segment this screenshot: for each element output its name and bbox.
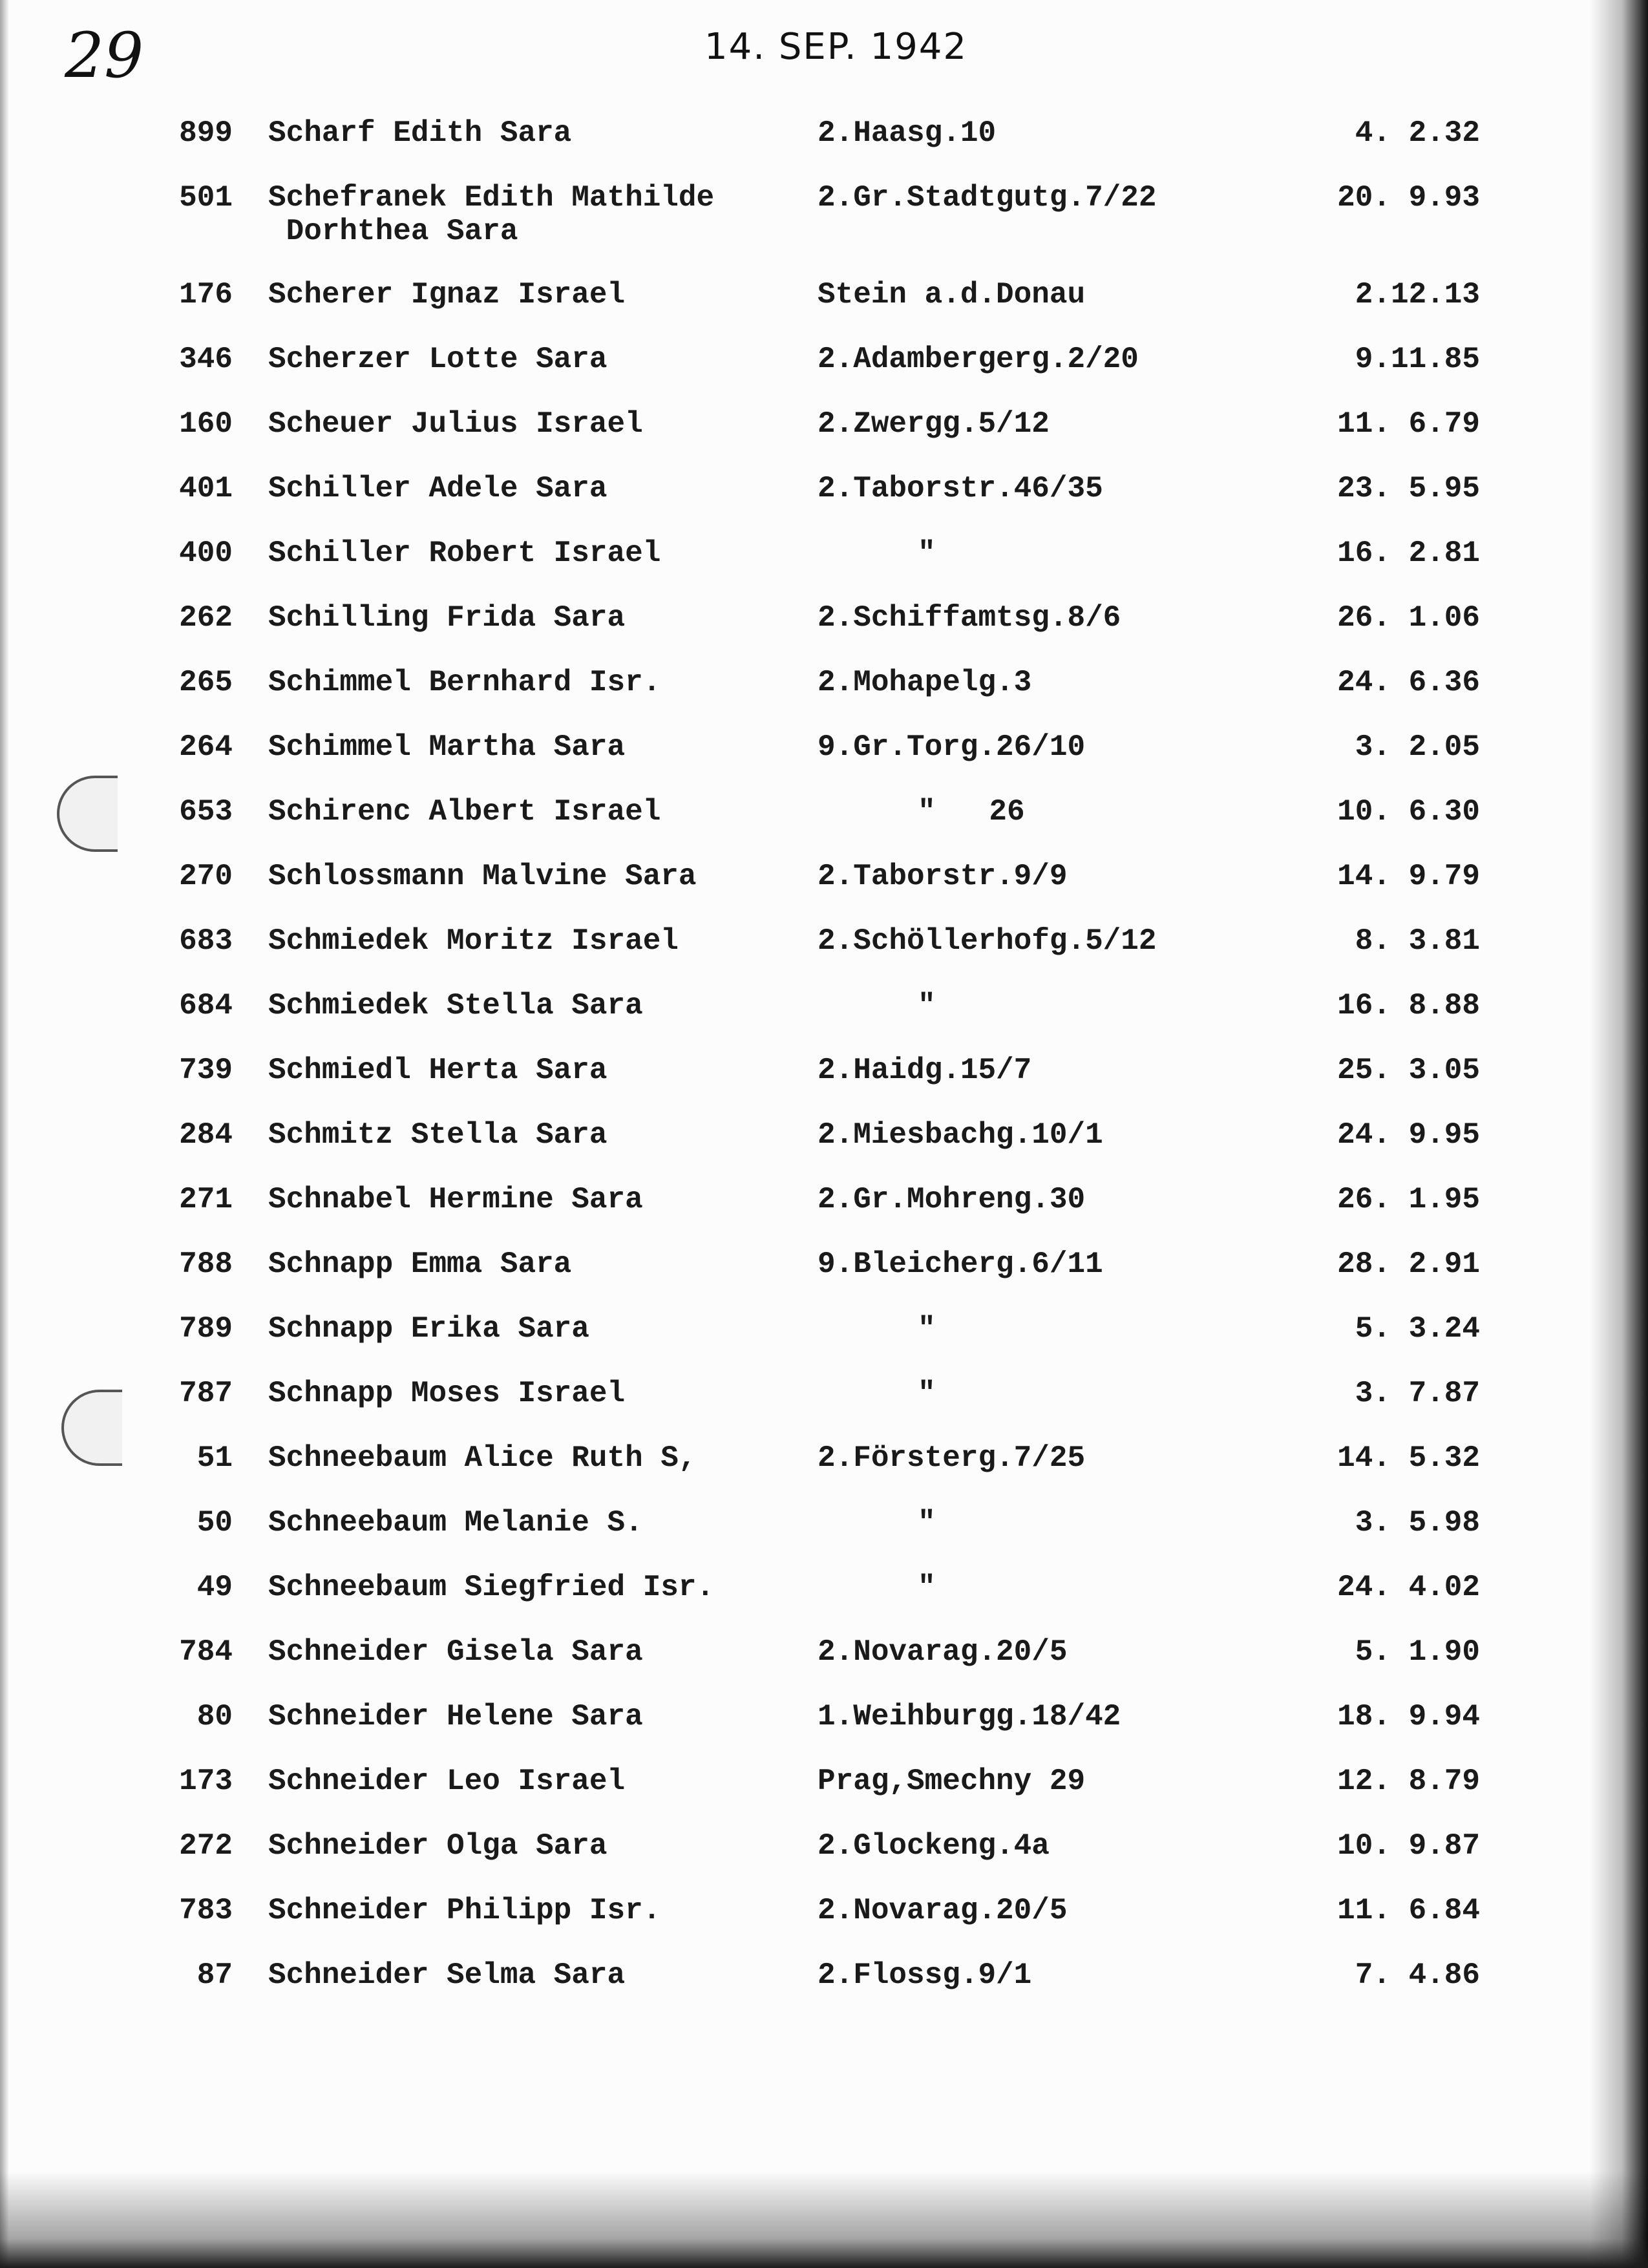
list-row bbox=[0, 795, 1648, 860]
list-row bbox=[0, 989, 1648, 1054]
birth-date: 3. 2.05 bbox=[1355, 730, 1480, 764]
address: 2.Försterg.7/25 bbox=[818, 1441, 1086, 1475]
list-row bbox=[0, 666, 1648, 730]
date-stamp: 14. SEP. 1942 bbox=[704, 26, 967, 68]
birth-date: 25. 3.05 bbox=[1337, 1054, 1480, 1087]
birth-date: 5. 3.24 bbox=[1355, 1312, 1480, 1346]
person-name: Schneebaum Siegfried Isr. bbox=[268, 1571, 715, 1604]
person-name: Schnapp Emma Sara bbox=[268, 1247, 572, 1281]
person-name: Schmiedek Moritz Israel bbox=[268, 924, 679, 958]
row-number: 739 bbox=[179, 1054, 233, 1087]
address: 2.Gr.Mohreng.30 bbox=[818, 1183, 1086, 1216]
row-number: 783 bbox=[179, 1894, 233, 1927]
list-row bbox=[0, 1506, 1648, 1571]
person-name: Schmiedl Herta Sara bbox=[268, 1054, 607, 1087]
birth-date: 5. 1.90 bbox=[1355, 1635, 1480, 1669]
row-number: 346 bbox=[179, 343, 233, 376]
address: 2.Haidg.15/7 bbox=[818, 1054, 1032, 1087]
birth-date: 8. 3.81 bbox=[1355, 924, 1480, 958]
list-row bbox=[0, 472, 1648, 536]
person-name: Schimmel Bernhard Isr. bbox=[268, 666, 661, 699]
address: Prag,Smechny 29 bbox=[818, 1765, 1086, 1798]
row-number: 284 bbox=[179, 1118, 233, 1152]
person-name: Schneider Olga Sara bbox=[268, 1829, 607, 1863]
birth-date: 11. 6.79 bbox=[1337, 407, 1480, 441]
person-name: Schneebaum Melanie S. bbox=[268, 1506, 643, 1540]
birth-date: 24. 9.95 bbox=[1337, 1118, 1480, 1152]
list-row bbox=[0, 278, 1648, 343]
address: 2.Taborstr.46/35 bbox=[818, 472, 1103, 505]
person-name: Schneider Philipp Isr. bbox=[268, 1894, 661, 1927]
person-name: Schiller Robert Israel bbox=[268, 536, 661, 570]
birth-date: 4. 2.32 bbox=[1355, 116, 1480, 150]
list-row bbox=[0, 407, 1648, 472]
address: " bbox=[918, 536, 936, 570]
address: 2.Gr.Stadtgutg.7/22 bbox=[818, 181, 1157, 215]
person-name: Scherer Ignaz Israel bbox=[268, 278, 626, 312]
list-row bbox=[0, 1958, 1648, 2023]
address: 2.Mohapelg.3 bbox=[818, 666, 1032, 699]
person-name: Schmitz Stella Sara bbox=[268, 1118, 607, 1152]
birth-date: 2.12.13 bbox=[1355, 278, 1480, 312]
person-name: Schnapp Erika Sara bbox=[268, 1312, 589, 1346]
birth-date: 9.11.85 bbox=[1355, 343, 1480, 376]
person-name: Schmiedek Stella Sara bbox=[268, 989, 643, 1023]
birth-date: 14. 5.32 bbox=[1337, 1441, 1480, 1475]
birth-date: 28. 2.91 bbox=[1337, 1247, 1480, 1281]
person-name: Schneider Gisela Sara bbox=[268, 1635, 643, 1669]
list-row bbox=[0, 536, 1648, 601]
address: 2.Zwergg.5/12 bbox=[818, 407, 1050, 441]
birth-date: 23. 5.95 bbox=[1337, 472, 1480, 505]
person-name: Scheuer Julius Israel bbox=[268, 407, 643, 441]
row-number: 683 bbox=[179, 924, 233, 958]
row-number: 400 bbox=[179, 536, 233, 570]
address: 1.Weihburgg.18/42 bbox=[818, 1700, 1121, 1733]
list-row bbox=[0, 924, 1648, 989]
row-number: 265 bbox=[179, 666, 233, 699]
row-number: 789 bbox=[179, 1312, 233, 1346]
person-name: Scharf Edith Sara bbox=[268, 116, 572, 150]
row-number: 501 bbox=[179, 181, 233, 215]
address: " bbox=[918, 1312, 936, 1346]
row-number: 173 bbox=[179, 1765, 233, 1798]
row-number: 80 bbox=[196, 1700, 233, 1733]
address: 9.Bleicherg.6/11 bbox=[818, 1247, 1103, 1281]
row-number: 272 bbox=[179, 1829, 233, 1863]
scan-shadow-bottom bbox=[0, 2171, 1648, 2268]
list-row bbox=[0, 181, 1648, 278]
row-number: 899 bbox=[179, 116, 233, 150]
address: 2.Haasg.10 bbox=[818, 116, 997, 150]
birth-date: 7. 4.86 bbox=[1355, 1958, 1480, 1992]
row-number: 51 bbox=[196, 1441, 233, 1475]
person-name: Schilling Frida Sara bbox=[268, 601, 626, 635]
person-name: Scherzer Lotte Sara bbox=[268, 343, 607, 376]
address: Stein a.d.Donau bbox=[818, 278, 1086, 312]
person-name: Schnabel Hermine Sara bbox=[268, 1183, 643, 1216]
list-row bbox=[0, 1894, 1648, 1958]
list-row bbox=[0, 1312, 1648, 1377]
row-number: 787 bbox=[179, 1377, 233, 1410]
address: " 26 bbox=[918, 795, 1025, 829]
birth-date: 18. 9.94 bbox=[1337, 1700, 1480, 1733]
address: " bbox=[918, 989, 936, 1023]
birth-date: 26. 1.06 bbox=[1337, 601, 1480, 635]
address: 2.Schiffamtsg.8/6 bbox=[818, 601, 1121, 635]
person-name: Schimmel Martha Sara bbox=[268, 730, 626, 764]
person-name: Schneider Leo Israel bbox=[268, 1765, 626, 1798]
list-row bbox=[0, 1183, 1648, 1247]
person-name: Schneider Helene Sara bbox=[268, 1700, 643, 1733]
row-number: 788 bbox=[179, 1247, 233, 1281]
birth-date: 14. 9.79 bbox=[1337, 860, 1480, 893]
person-name: Schirenc Albert Israel bbox=[268, 795, 661, 829]
person-name: Schneebaum Alice Ruth S, bbox=[268, 1441, 697, 1475]
list-row bbox=[0, 1377, 1648, 1441]
address: 2.Taborstr.9/9 bbox=[818, 860, 1068, 893]
birth-date: 16. 2.81 bbox=[1337, 536, 1480, 570]
list-row bbox=[0, 116, 1648, 181]
handwritten-page-number: 29 bbox=[65, 19, 144, 92]
address: 2.Glockeng.4a bbox=[818, 1829, 1050, 1863]
address: " bbox=[918, 1571, 936, 1604]
list-row bbox=[0, 1765, 1648, 1829]
birth-date: 11. 6.84 bbox=[1337, 1894, 1480, 1927]
birth-date: 10. 6.30 bbox=[1337, 795, 1480, 829]
birth-date: 16. 8.88 bbox=[1337, 989, 1480, 1023]
birth-date: 10. 9.87 bbox=[1337, 1829, 1480, 1863]
birth-date: 3. 7.87 bbox=[1355, 1377, 1480, 1410]
list-row bbox=[0, 1829, 1648, 1894]
birth-date: 24. 4.02 bbox=[1337, 1571, 1480, 1604]
row-number: 271 bbox=[179, 1183, 233, 1216]
row-number: 49 bbox=[196, 1571, 233, 1604]
person-name: Schefranek Edith Mathilde Dorhthea Sara bbox=[268, 181, 715, 248]
list-row bbox=[0, 1054, 1648, 1118]
person-name: Schnapp Moses Israel bbox=[268, 1377, 626, 1410]
person-name: Schiller Adele Sara bbox=[268, 472, 607, 505]
list-row bbox=[0, 1635, 1648, 1700]
birth-date: 24. 6.36 bbox=[1337, 666, 1480, 699]
person-name: Schneider Selma Sara bbox=[268, 1958, 626, 1992]
list-row bbox=[0, 1441, 1648, 1506]
address: 2.Schöllerhofg.5/12 bbox=[818, 924, 1157, 958]
list-row bbox=[0, 1118, 1648, 1183]
row-number: 262 bbox=[179, 601, 233, 635]
row-number: 160 bbox=[179, 407, 233, 441]
list-row bbox=[0, 1700, 1648, 1765]
row-number: 270 bbox=[179, 860, 233, 893]
list-row bbox=[0, 1571, 1648, 1635]
list-row bbox=[0, 860, 1648, 924]
list-row bbox=[0, 343, 1648, 407]
row-number: 87 bbox=[196, 1958, 233, 1992]
birth-date: 26. 1.95 bbox=[1337, 1183, 1480, 1216]
row-number: 401 bbox=[179, 472, 233, 505]
address: " bbox=[918, 1506, 936, 1540]
row-number: 684 bbox=[179, 989, 233, 1023]
address: 9.Gr.Torg.26/10 bbox=[818, 730, 1086, 764]
row-number: 784 bbox=[179, 1635, 233, 1669]
row-number: 264 bbox=[179, 730, 233, 764]
list-row bbox=[0, 730, 1648, 795]
address: 2.Flossg.9/1 bbox=[818, 1958, 1032, 1992]
deportation-list bbox=[0, 116, 1648, 2023]
row-number: 653 bbox=[179, 795, 233, 829]
birth-date: 3. 5.98 bbox=[1355, 1506, 1480, 1540]
address: 2.Novarag.20/5 bbox=[818, 1894, 1068, 1927]
address: 2.Miesbachg.10/1 bbox=[818, 1118, 1103, 1152]
birth-date: 12. 8.79 bbox=[1337, 1765, 1480, 1798]
address: 2.Adambergerg.2/20 bbox=[818, 343, 1139, 376]
person-name: Schlossmann Malvine Sara bbox=[268, 860, 697, 893]
address: 2.Novarag.20/5 bbox=[818, 1635, 1068, 1669]
list-row bbox=[0, 601, 1648, 666]
row-number: 50 bbox=[196, 1506, 233, 1540]
address: " bbox=[918, 1377, 936, 1410]
birth-date: 20. 9.93 bbox=[1337, 181, 1480, 215]
row-number: 176 bbox=[179, 278, 233, 312]
list-row bbox=[0, 1247, 1648, 1312]
